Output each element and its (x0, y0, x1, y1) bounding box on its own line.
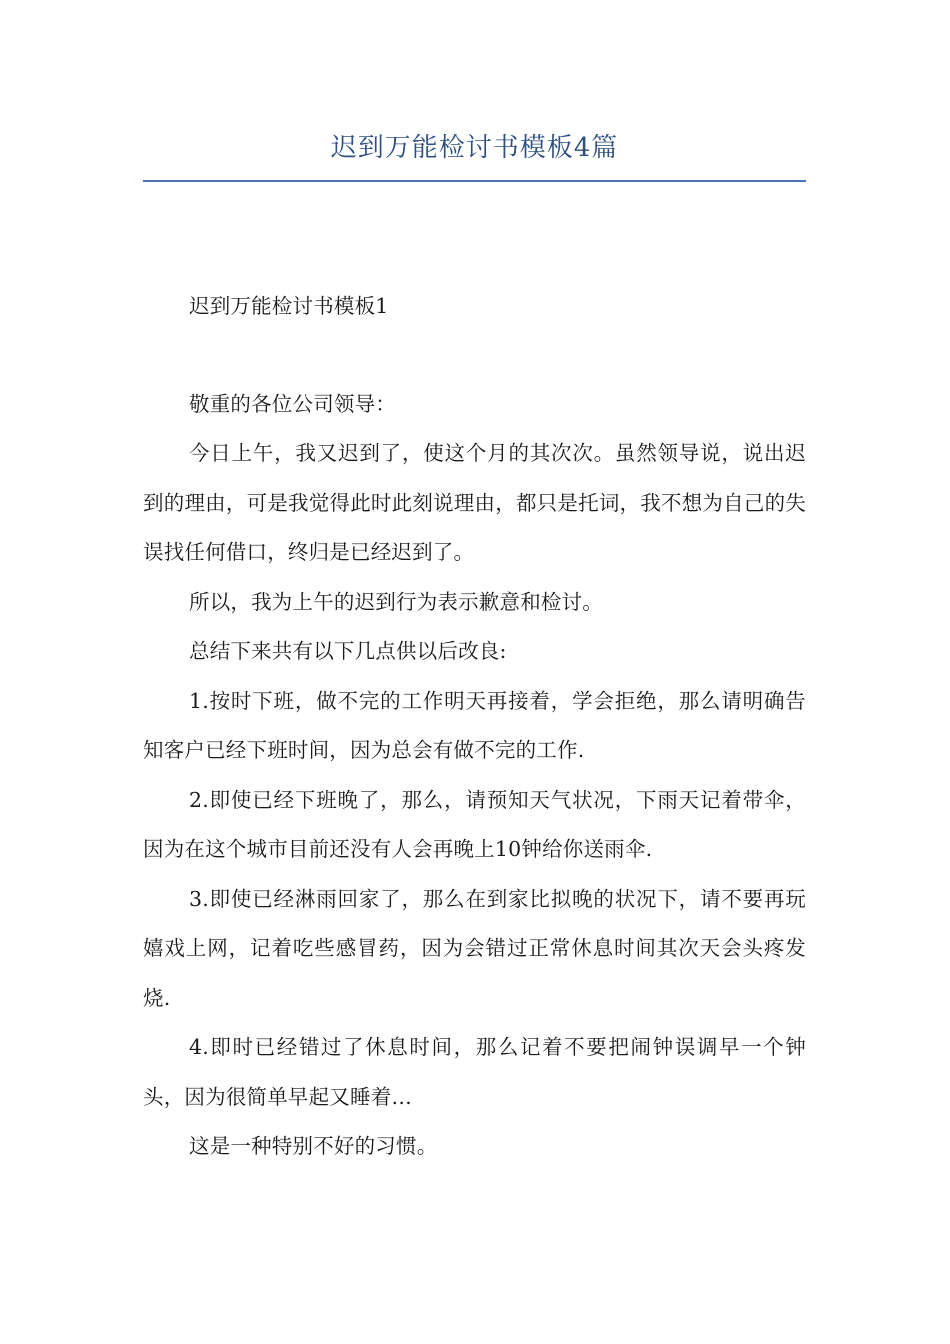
title-underline (143, 180, 806, 182)
document-title: 迟到万能检讨书模板4篇 (330, 133, 619, 163)
body-paragraph: 今日上午，我又迟到了，使这个月的其次次。虽然领导说，说出迟到的理由，可是我觉得此时此刻说理由，都只是托词，我不想为自己的失误找任何借口，终归是已经迟到了。 (143, 441, 806, 564)
list-item: 1.按时下班，做不完的工作明天再接着，学会拒绝，那么请明确告知客户已经下班时间，因为总会有做不完的工作. (143, 688, 806, 762)
document-body (143, 282, 806, 1172)
list-item: 2.即使已经下班晚了，那么，请预知天气状况，下雨天记着带伞，因为在这个城市目前还没有人会再晚上10钟给你送雨伞. (143, 787, 806, 861)
list-item: 3.即使已经淋雨回家了，那么在到家比拟晚的状况下，请不要再玩嬉戏上网，记着吃些感冒药，因为会错过正常休息时间其次天会头疼发烧. (143, 886, 806, 1010)
section-heading: 迟到万能检讨书模板1 (189, 294, 389, 318)
body-paragraph: 总结下来共有以下几点供以后改良: (189, 639, 507, 663)
body-paragraph: 这是一种特别不好的习惯。 (189, 1134, 438, 1158)
body-paragraph: 所以，我为上午的迟到行为表示歉意和检讨。 (189, 589, 603, 614)
salutation: 敬重的各位公司领导： (189, 391, 396, 416)
list-item: 4.即时已经错过了休息时间，那么记着不要把闹钟误调早一个钟头，因为很简单早起又睡着… (143, 1035, 806, 1109)
